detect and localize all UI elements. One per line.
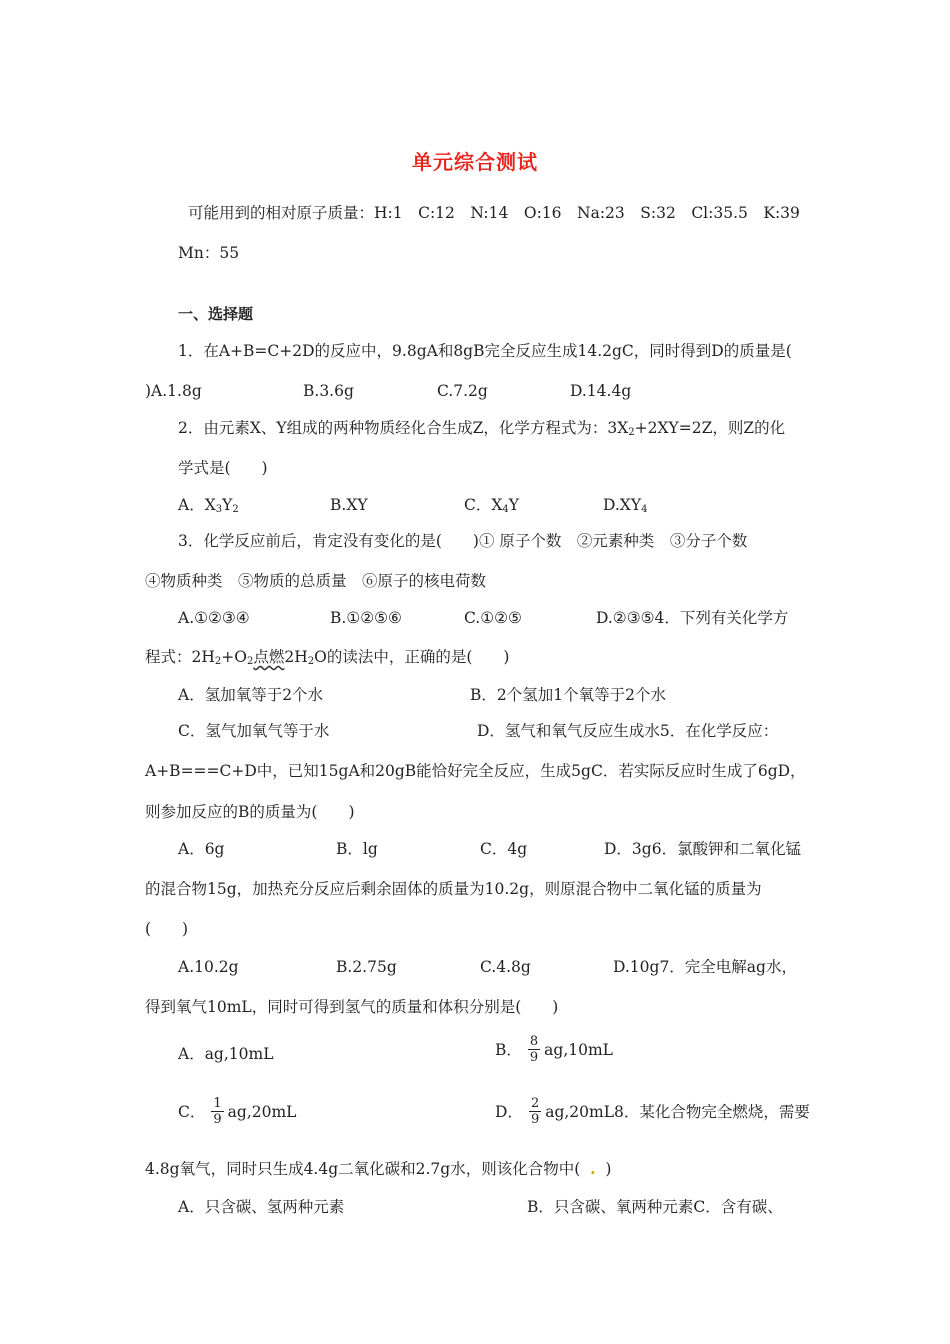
question-2-stem bbox=[178, 417, 843, 439]
question-5-option-b: B．lg bbox=[336, 840, 378, 858]
question-2-option-a: A．$X_3Y_2$ bbox=[178, 496, 239, 515]
question-2-subscript: 2 bbox=[628, 427, 635, 438]
question-6-option-a: A.10.2g bbox=[178, 958, 239, 976]
question-6-option-c: C.4.8g bbox=[480, 958, 531, 976]
question-7-option-b: B． $\frac{8}{9}$ ag,10mL bbox=[495, 1034, 613, 1065]
question-5-stem-line1: A+B===C+D中，已知15gA和20gB能恰好完全反应，生成5gC．若实际反应时生成了6gD， bbox=[145, 762, 806, 780]
page-title: 单元综合测试 bbox=[412, 150, 538, 174]
fraction: $\frac{8}{9}$ bbox=[529, 1034, 539, 1065]
reaction-condition: 点燃 bbox=[253, 648, 285, 666]
question-6-option-d: D.10g7．完全电解ag水， bbox=[613, 958, 797, 976]
question-1-stem: 1．在A+B=C+2D的反应中，9.8gA和8gB完全反应生成14.2gC，同时得到D的质量是( bbox=[178, 342, 792, 360]
atomic-mass-line-2: Mn：55 bbox=[178, 244, 240, 262]
question-2-stem-part2: +2XY=2Z，则Z的化 bbox=[634, 419, 786, 437]
question-2-stem-line2: 学式是( ) bbox=[178, 459, 268, 477]
question-4-option-c: C．氢气加氧气等于水 bbox=[178, 722, 330, 740]
question-4-option-a: A．氢加氧等于2个水 bbox=[178, 686, 324, 704]
highlight-dot: . bbox=[590, 1159, 596, 1178]
question-6-option-b: B.2.75g bbox=[336, 958, 397, 976]
question-3-stem-line2: ④物质种类 ⑤物质的总质量 ⑥原子的核电荷数 bbox=[145, 572, 487, 590]
question-2-option-b: B.XY bbox=[330, 496, 368, 514]
question-5-option-a: A．6g bbox=[178, 840, 225, 858]
question-3-option-a: A.①②③④ bbox=[178, 609, 250, 627]
question-4-option-b: B．2个氢加1个氧等于2个水 bbox=[470, 686, 666, 704]
question-6-stem-line1: 的混合物15g，加热充分反应后剩余固体的质量为10.2g，则原混合物中二氧化锰的质量为 bbox=[145, 880, 762, 898]
question-5-stem-line2: 则参加反应的B的质量为( ) bbox=[145, 803, 355, 821]
fraction: $\frac{1}{9}$ bbox=[213, 1096, 222, 1127]
question-6-stem-line2: ( ) bbox=[145, 920, 189, 938]
question-1-option-d: D.14.4g bbox=[570, 382, 632, 400]
question-8-stem: 4.8g氧气，同时只生成4.4g二氧化碳和2.7g水，则该化合物中( . ) bbox=[145, 1159, 612, 1178]
question-3-option-c: C.①②⑤ bbox=[464, 609, 522, 627]
question-4-option-d: D．氢气和氧气反应生成水5．在化学反应： bbox=[477, 722, 779, 740]
fraction: $\frac{2}{9}$ bbox=[530, 1096, 540, 1127]
question-7-option-a: A．ag,10mL bbox=[178, 1045, 274, 1063]
question-7-option-c: C． $\frac{1}{9}$ ag,20mL bbox=[178, 1096, 297, 1127]
question-7-option-d: D． $\frac{2}{9}$ ag,20mL8．某化合物完全燃烧，需要 bbox=[495, 1096, 810, 1127]
question-7-stem: 得到氧气10mL，同时可得到氢气的质量和体积分别是( ) bbox=[145, 998, 559, 1016]
section-heading: 一、选择题 bbox=[178, 305, 254, 323]
question-1-option-b: B.3.6g bbox=[303, 382, 354, 400]
question-2-option-d: $D.XY_4$ bbox=[603, 496, 648, 515]
question-3-option-d: D.②③⑤4．下列有关化学方 bbox=[596, 609, 789, 627]
question-1-option-c: C.7.2g bbox=[437, 382, 488, 400]
question-5-option-c: C．4g bbox=[480, 840, 528, 858]
question-1-option-a: )A.1.8g bbox=[145, 382, 202, 400]
question-3-option-b: B.①②⑤⑥ bbox=[330, 609, 402, 627]
question-2-option-c: C．$X_4Y$ bbox=[464, 496, 520, 515]
question-4-equation-line: 程式：$2H_2+O_2$点燃$2H_2O$的读法中，正确的是( ) bbox=[145, 648, 510, 667]
question-8-option-a: A．只含碳、氢两种元素 bbox=[178, 1198, 345, 1216]
question-8-option-b: B．只含碳、氧两种元素C．含有碳、 bbox=[527, 1198, 783, 1216]
question-3-stem-line1: 3．化学反应前后，肯定没有变化的是( )① 原子个数 ②元素种类 ③分子个数 bbox=[178, 532, 748, 550]
question-2-stem-part1: 2．由元素X、Y组成的两种物质经化合生成Z，化学方程式为：3X bbox=[178, 419, 629, 437]
question-5-option-d: D．3g6．氯酸钾和二氧化锰 bbox=[604, 840, 802, 858]
atomic-mass-line-1: 可能用到的相对原子质量：H:1 C:12 N:14 O:16 Na:23 S:32 Cl:35.5 K:39 bbox=[188, 204, 800, 222]
